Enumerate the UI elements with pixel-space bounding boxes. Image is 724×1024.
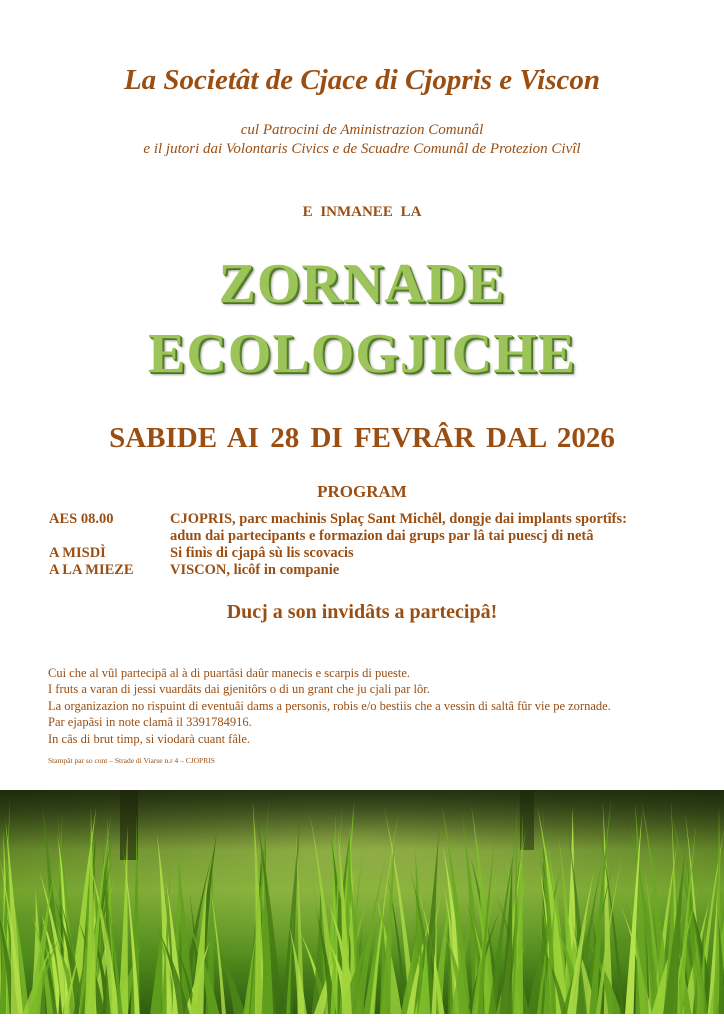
grass-image [0,790,724,1014]
program-item [49,545,354,562]
event-date: SABIDE AI 28 DI FEVRÂR DAL 2026 [109,422,615,454]
organizer-title: La Societât de Cjace di Cjopris e Viscon [123,64,601,96]
program-item [49,562,339,579]
note-line: I fruts a varan di jessi vuardâts dai gjenitôrs o di un grant che ju cjali par lôr. [48,682,430,697]
note-line: Cui che al vûl partecipâ al à di puartâsi daûr manecis e scarpis di pueste. [48,666,411,680]
program-time: AES 08.00 [49,511,114,527]
program-description: Si finìs di cjapâ sù lis scovacis [170,545,354,561]
note-line: La organizazion no rispuint di eventuâi dams a personis, robis e/o bestiis che a vessin di saltâ fûr vie pe zornade. [48,698,611,713]
event-title-line-2: ECOLOGJICHE [148,323,576,385]
patronage-line-1: cul Patrocini de Aministrazion Comunâl [240,122,484,138]
note-line: Par ejapâsi in note clamâ il 3391784916. [48,715,252,730]
program-description-continued: adun dai partecipants e formazion dai grups par lâ tai puescj di netâ [170,528,594,544]
program-heading: PROGRAM [317,482,407,501]
notes-block [48,665,611,747]
program-time: A LA MIEZE [49,562,134,578]
program-time: A MISDÌ [49,545,106,561]
program-item [49,511,627,528]
program-description: CJOPRIS, parc machinis Splaç Sant Michêl, dongje dai implants sportîfs: [170,511,627,527]
note-line: In câs di brut timp, si viodarà cuant fâle. [48,731,251,746]
call-to-action: Ducj a son invidâts a partecipâ! [226,601,498,623]
event-title-line-1: ZORNADE [218,253,506,315]
program-description: VISCON, licôf in companie [170,562,340,578]
patronage-line-2: e il jutori dai Volontaris Civics e de Scuadre Comunâl de Protezion Civîl [143,141,581,157]
grass-photo [0,790,724,1014]
invite-line: E INMANEE LA [302,204,422,220]
printed-by-footer: Stampât par so cont – Strade di Viarse n.r 4 – CJOPRIS [48,756,215,765]
